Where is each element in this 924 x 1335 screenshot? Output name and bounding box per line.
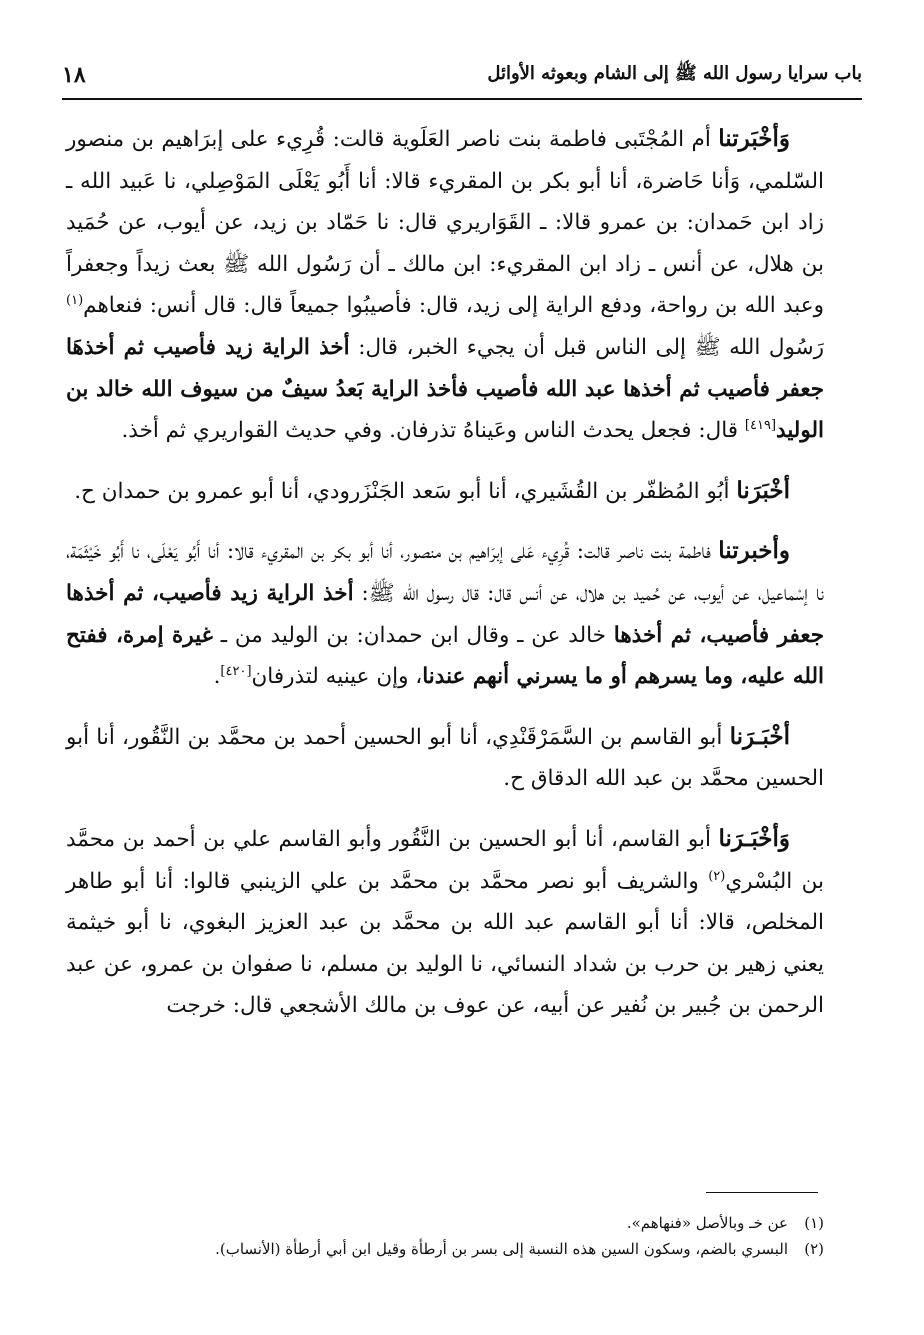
paragraph-3 — [66, 530, 824, 697]
footnote-1 — [120, 1210, 824, 1236]
paragraph-5 — [66, 818, 824, 1027]
hadith-number: [٤٢٠] — [220, 663, 252, 679]
hadith-text: أخذ الراية زيد فأصيب، ثم أخذها جعفر فأصيب، ثم أخذها — [66, 580, 824, 648]
paragraph-text: أبو القاسم، أنا أبو الحسين بن النَّقُور وأبو القاسم علي بن أحمد بن محمَّد بن البُسْري — [66, 826, 824, 894]
page-number: ١٨ — [62, 62, 86, 88]
main-text — [66, 118, 824, 1045]
isnad-keyword: أخْبَرَنا — [736, 476, 790, 504]
hadith-number: [٤١٩] — [744, 418, 777, 433]
footnote-number: (١) — [804, 1214, 824, 1232]
footnote-text: البسري بالضم، وسكون السين هذه النسبة إلى بسر بن أرطأة وقيل ابن أبي أرطأة (الأنساب). — [215, 1240, 788, 1258]
isnad-keyword: أخْبَـرَنا — [729, 722, 790, 750]
paragraph-text: قال: فجعل يحدث الناس وعَيناهُ تذرفان. وفي حديث القواريري ثم أخذ. — [121, 418, 745, 444]
footnotes — [120, 1210, 824, 1262]
paragraph-text: ، وإن عينيه لتذرفان — [251, 664, 423, 690]
paragraph-1 — [66, 118, 824, 452]
page-header — [62, 52, 862, 100]
paragraph-text: أبُو المُظفّر بن القُشَيري، أنا أبو سَعد الجَنْزَرودي، أنا أبو عمرو بن حمدان ح. — [74, 478, 737, 504]
isnad-keyword: وَأخْبَرتنا — [718, 125, 790, 152]
hadith-text: غيرة إمرة، ففتح الله عليه، وما يسرهم أو ما يسرني أنهم عندنا — [66, 622, 824, 690]
paragraph-text: رَسُول الله ﷺ إلى الناس قبل أن يجيء الخبر، قال: — [349, 334, 824, 360]
footnote-ref: (١) — [66, 293, 84, 309]
paragraph-text: فاطمة بنت ناصر قالت: قُرِيء عَلى إبرَاهيم بن منصور، أنا أبو بكر بن المقريء قالا: أنا أَبُو يَعْلَى، نا أَبُو خَيْثَمَة، نا إسْماعيل، عن أيوب، عن حُميد بن هلال، عن أنس قال: قال رسول الله ﷺ: — [66, 539, 824, 606]
footnote-2 — [120, 1236, 824, 1262]
paragraph-text: أبو القاسم بن السَّمَرْقَنْدِي، أنا أبو الحسين أحمد بن محمَّد بن النَّقُور، أنا أبو الحسين محمَّد بن عبد الله الدقاق ح. — [66, 724, 824, 792]
paragraph-text: . — [213, 664, 221, 690]
paragraph-text: خالد عن ـ وقال ابن حمدان: بن الوليد من ـ — [212, 622, 614, 648]
footnote-number: (٢) — [804, 1240, 824, 1258]
footnote-separator — [706, 1192, 818, 1193]
footnote-ref: (٢) — [708, 868, 726, 884]
paragraph-text: أم المُجْتَبى فاطمة بنت ناصر العَلَوية قالت: قُرِيء على إبرَاهيم بن منصور السّلمي، وَأنا حَاضرة، أنا أبو بكر بن المقريء قالا: أنا أَبُو يَعْلَى المَوْصِلي، نا عَبيد الله ـ زاد ابن حَمدان: بن عمرو قالا: ـ القَوَاريري قال: نا حَمّاد بن زيد، عن أيوب، عن حُمَيد بن هلال، عن أنس ـ زاد ابن المقريء: ابن مالك ـ أن رَسُول الله ﷺ بعث زيداً وجعفراً وعبد الله بن رواحة، ودفع الراية إلى زيد، قال: فأصيبُوا جميعاً قال: قال أنس: فنعاهم — [66, 127, 824, 319]
isnad-keyword: وَأخْبَـرَنا — [718, 824, 790, 852]
paragraph-2 — [66, 470, 824, 513]
footnote-text: عن خـ وبالأصل «فنهاهم». — [626, 1214, 788, 1232]
isnad-keyword: وأخبرتنا — [718, 537, 790, 565]
paragraph-text: والشريف أبو نصر محمَّد بن محمَّد بن علي الزينبي قالوا: أنا أبو طاهر المخلص، قالا: أنا أبو القاسم عبد الله بن محمَّد بن عبد العزيز البغوي، نا أبو خيثمة يعني زهير بن حرب بن شداد النسائي، نا الوليد بن مسلم، نا صفوان بن عمرو، عن عبد الرحمن بن جُبير بن نُفير عن أبيه، عن عوف بن مالك الأشجعي قال: خرجت — [66, 868, 824, 1019]
running-title: باب سرايا رسول الله ﷺ إلى الشام وبعوثه الأوائل — [487, 63, 862, 84]
paragraph-4 — [66, 716, 824, 800]
hadith-text: أخذ الراية زيد فأصيب ثم أخذهَا جعفر فأصيب ثم أخذها عبد الله فأصيب فأخذ الراية بَعدُ سيفٌ من سيوف الله خالد بن الوليد — [66, 334, 824, 444]
